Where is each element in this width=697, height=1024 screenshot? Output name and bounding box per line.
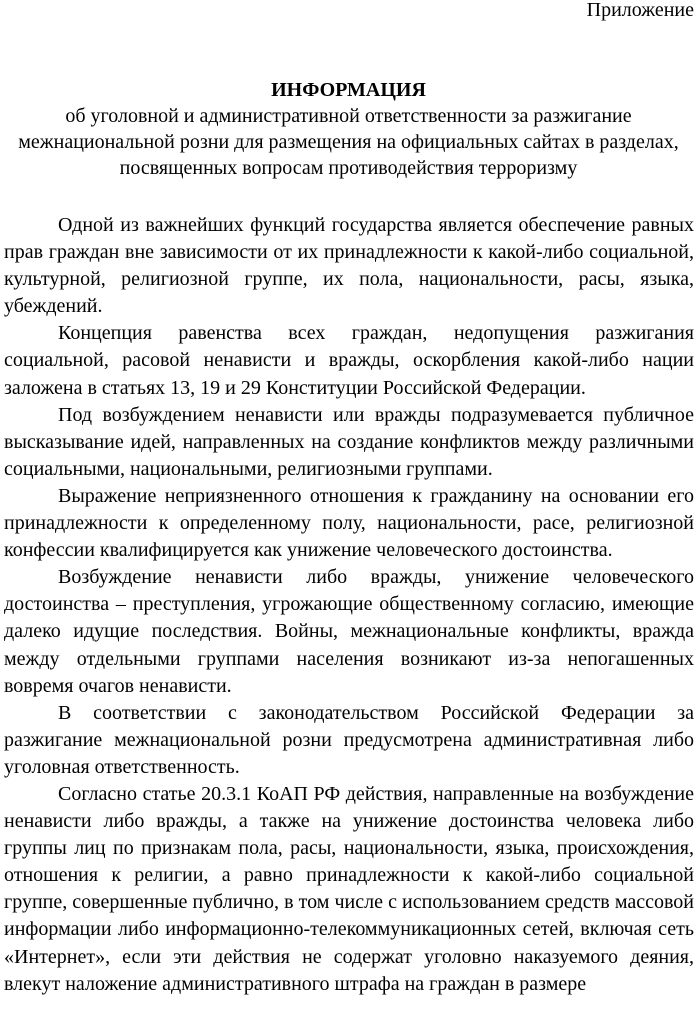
paragraph: Под возбуждением ненависти или вражды подразумевается публичное высказывание идей, направленных на создание конфликтов между различными социальными, национальными, религиозными группами. bbox=[4, 403, 694, 480]
paragraph: В соответствии с законодательством Российской Федерации за разжигание межнациональной розни предусмотрена административная либо уголовная ответственность. bbox=[4, 701, 694, 778]
paragraph: Согласно статье 20.3.1 КоАП РФ действия, направленные на возбуждение ненависти либо вражды, а также на унижение достоинства человека либо группы лиц по признакам пола, расы, национальности, языка, происхождения, отношения к религии, а равно принадлежности к какой-либо социальной группе, совершенные публично, в том числе с использованием средств массовой информации либо информационно-телекоммуникационных сетей, включая сеть «Интернет», если эти действия не содержат уголовно наказуемого деяния, влекут наложение административного штрафа на граждан в размере bbox=[4, 782, 694, 995]
paragraph: Одной из важнейших функций государства является обеспечение равных прав граждан вне зависимости от их принадлежности к какой-либо социальной, культурной, религиозной группе, их пола, национальности, расы, языка, убеждений. bbox=[4, 214, 694, 318]
document-title: ИНФОРМАЦИЯ bbox=[271, 79, 426, 101]
paragraph: Возбуждение ненависти либо вражды, унижение человеческого достоинства – преступления, угрожающие общественному согласию, имеющие далеко идущие последствия. Войны, межнациональные конфликты, вражда между отдельными группами населения возникают из-за непогашенных вовремя очагов ненависти. bbox=[4, 566, 694, 697]
document-heading bbox=[0, 77, 697, 181]
paragraph: Концепция равенства всех граждан, недопущения разжигания социальной, расовой ненависти и вражды, оскорбления какой-либо нации заложена в статьях 13, 19 и 29 Конституции Российской Федерации. bbox=[4, 322, 694, 399]
appendix-label: Приложение bbox=[586, 0, 694, 21]
paragraph: Выражение неприязненного отношения к гражданину на основании его принадлежности к определенному полу, национальности, расе, религиозной конфессии квалифицируется как унижение человеческого достоинства. bbox=[4, 484, 694, 562]
document-subtitle: об уголовной и административной ответственности за разжигание межнациональной розни для размещения на официальных сайтах в разделах, посвященных вопросам противодействия терроризму bbox=[18, 105, 679, 179]
document-body bbox=[4, 212, 694, 998]
